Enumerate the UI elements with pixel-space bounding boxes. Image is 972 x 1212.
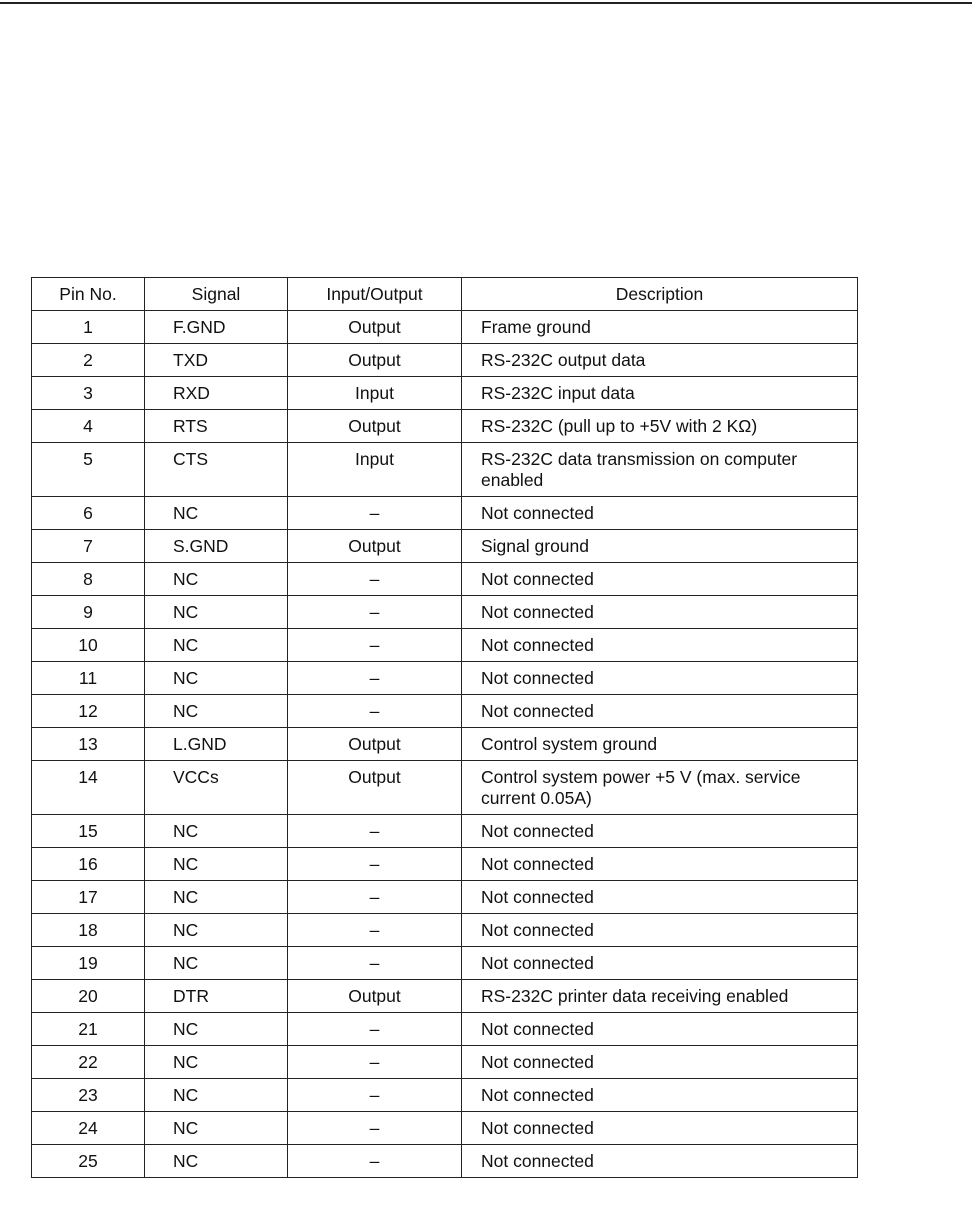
pin-number-cell: 10 <box>32 629 145 662</box>
signal-cell: NC <box>145 563 288 596</box>
description-cell: Frame ground <box>462 311 858 344</box>
table-row <box>32 1046 858 1079</box>
description-cell: Not connected <box>462 596 858 629</box>
input-output-cell: – <box>288 596 462 629</box>
table-header-row <box>32 278 858 311</box>
table-row <box>32 563 858 596</box>
input-output-cell: Input <box>288 377 462 410</box>
description-cell: Signal ground <box>462 530 858 563</box>
pin-number-cell: 7 <box>32 530 145 563</box>
input-output-cell: – <box>288 497 462 530</box>
input-output-cell: – <box>288 881 462 914</box>
signal-cell: F.GND <box>145 311 288 344</box>
pin-number-cell: 21 <box>32 1013 145 1046</box>
signal-cell: NC <box>145 1079 288 1112</box>
table-body <box>32 311 858 1178</box>
pin-number-cell: 17 <box>32 881 145 914</box>
table-row <box>32 443 858 497</box>
signal-cell: NC <box>145 1013 288 1046</box>
table-row <box>32 662 858 695</box>
pin-number-cell: 11 <box>32 662 145 695</box>
pin-number-cell: 24 <box>32 1112 145 1145</box>
description-cell: Not connected <box>462 1079 858 1112</box>
description-cell: Not connected <box>462 695 858 728</box>
description-cell: Not connected <box>462 1013 858 1046</box>
input-output-cell: Output <box>288 530 462 563</box>
input-output-cell: Output <box>288 344 462 377</box>
input-output-cell: Output <box>288 980 462 1013</box>
signal-cell: CTS <box>145 443 288 497</box>
signal-cell: NC <box>145 815 288 848</box>
pin-number-cell: 25 <box>32 1145 145 1178</box>
description-cell: RS-232C data transmission on computer enabled <box>462 443 858 497</box>
pin-number-cell: 2 <box>32 344 145 377</box>
signal-cell: DTR <box>145 980 288 1013</box>
pin-number-cell: 5 <box>32 443 145 497</box>
description-cell: Not connected <box>462 848 858 881</box>
table-row <box>32 947 858 980</box>
pin-assignment-table <box>31 277 858 1178</box>
description-cell: Control system power +5 V (max. service current 0.05A) <box>462 761 858 815</box>
table-row <box>32 881 858 914</box>
description-cell: Not connected <box>462 563 858 596</box>
signal-cell: NC <box>145 1112 288 1145</box>
table-row <box>32 1112 858 1145</box>
signal-cell: L.GND <box>145 728 288 761</box>
input-output-cell: – <box>288 563 462 596</box>
header-input-output: Input/Output <box>288 278 462 311</box>
description-cell: RS-232C output data <box>462 344 858 377</box>
table-row <box>32 530 858 563</box>
pin-number-cell: 23 <box>32 1079 145 1112</box>
header-signal: Signal <box>145 278 288 311</box>
input-output-cell: – <box>288 914 462 947</box>
input-output-cell: Input <box>288 443 462 497</box>
pin-number-cell: 13 <box>32 728 145 761</box>
description-cell: Not connected <box>462 947 858 980</box>
table-row <box>32 980 858 1013</box>
pin-number-cell: 4 <box>32 410 145 443</box>
signal-cell: NC <box>145 1046 288 1079</box>
table-row <box>32 596 858 629</box>
signal-cell: NC <box>145 629 288 662</box>
signal-cell: S.GND <box>145 530 288 563</box>
signal-cell: NC <box>145 881 288 914</box>
table-row <box>32 1079 858 1112</box>
description-cell: Not connected <box>462 1112 858 1145</box>
input-output-cell: – <box>288 947 462 980</box>
input-output-cell: Output <box>288 728 462 761</box>
header-description: Description <box>462 278 858 311</box>
table-row <box>32 761 858 815</box>
signal-cell: RTS <box>145 410 288 443</box>
table-row <box>32 311 858 344</box>
pin-number-cell: 15 <box>32 815 145 848</box>
pin-number-cell: 6 <box>32 497 145 530</box>
description-cell: Not connected <box>462 881 858 914</box>
description-cell: Not connected <box>462 497 858 530</box>
pin-number-cell: 16 <box>32 848 145 881</box>
table-row <box>32 1145 858 1178</box>
input-output-cell: – <box>288 815 462 848</box>
table-row <box>32 629 858 662</box>
table-row <box>32 848 858 881</box>
signal-cell: RXD <box>145 377 288 410</box>
pin-number-cell: 8 <box>32 563 145 596</box>
signal-cell: NC <box>145 662 288 695</box>
description-cell: RS-232C printer data receiving enabled <box>462 980 858 1013</box>
description-cell: Not connected <box>462 914 858 947</box>
input-output-cell: – <box>288 695 462 728</box>
table-row <box>32 815 858 848</box>
table-row <box>32 1013 858 1046</box>
description-cell: RS-232C (pull up to +5V with 2 KΩ) <box>462 410 858 443</box>
table-row <box>32 377 858 410</box>
pin-number-cell: 9 <box>32 596 145 629</box>
description-cell: Not connected <box>462 1145 858 1178</box>
input-output-cell: – <box>288 1112 462 1145</box>
input-output-cell: – <box>288 1079 462 1112</box>
pin-number-cell: 1 <box>32 311 145 344</box>
table-row <box>32 410 858 443</box>
top-rule <box>0 2 972 4</box>
table-row <box>32 914 858 947</box>
signal-cell: NC <box>145 914 288 947</box>
description-cell: RS-232C input data <box>462 377 858 410</box>
signal-cell: NC <box>145 947 288 980</box>
table-row <box>32 728 858 761</box>
description-cell: Not connected <box>462 1046 858 1079</box>
header-pin-no: Pin No. <box>32 278 145 311</box>
signal-cell: NC <box>145 695 288 728</box>
pin-number-cell: 20 <box>32 980 145 1013</box>
signal-cell: NC <box>145 497 288 530</box>
input-output-cell: Output <box>288 410 462 443</box>
description-cell: Not connected <box>462 815 858 848</box>
signal-cell: TXD <box>145 344 288 377</box>
input-output-cell: – <box>288 662 462 695</box>
pin-number-cell: 19 <box>32 947 145 980</box>
description-cell: Control system ground <box>462 728 858 761</box>
input-output-cell: – <box>288 1145 462 1178</box>
input-output-cell: Output <box>288 311 462 344</box>
input-output-cell: Output <box>288 761 462 815</box>
input-output-cell: – <box>288 1046 462 1079</box>
input-output-cell: – <box>288 848 462 881</box>
signal-cell: VCCs <box>145 761 288 815</box>
description-cell: Not connected <box>462 662 858 695</box>
pin-number-cell: 18 <box>32 914 145 947</box>
pin-number-cell: 3 <box>32 377 145 410</box>
input-output-cell: – <box>288 629 462 662</box>
pin-number-cell: 12 <box>32 695 145 728</box>
pin-number-cell: 22 <box>32 1046 145 1079</box>
description-cell: Not connected <box>462 629 858 662</box>
table-row <box>32 695 858 728</box>
table-row <box>32 497 858 530</box>
pin-number-cell: 14 <box>32 761 145 815</box>
table-row <box>32 344 858 377</box>
signal-cell: NC <box>145 848 288 881</box>
signal-cell: NC <box>145 596 288 629</box>
input-output-cell: – <box>288 1013 462 1046</box>
signal-cell: NC <box>145 1145 288 1178</box>
